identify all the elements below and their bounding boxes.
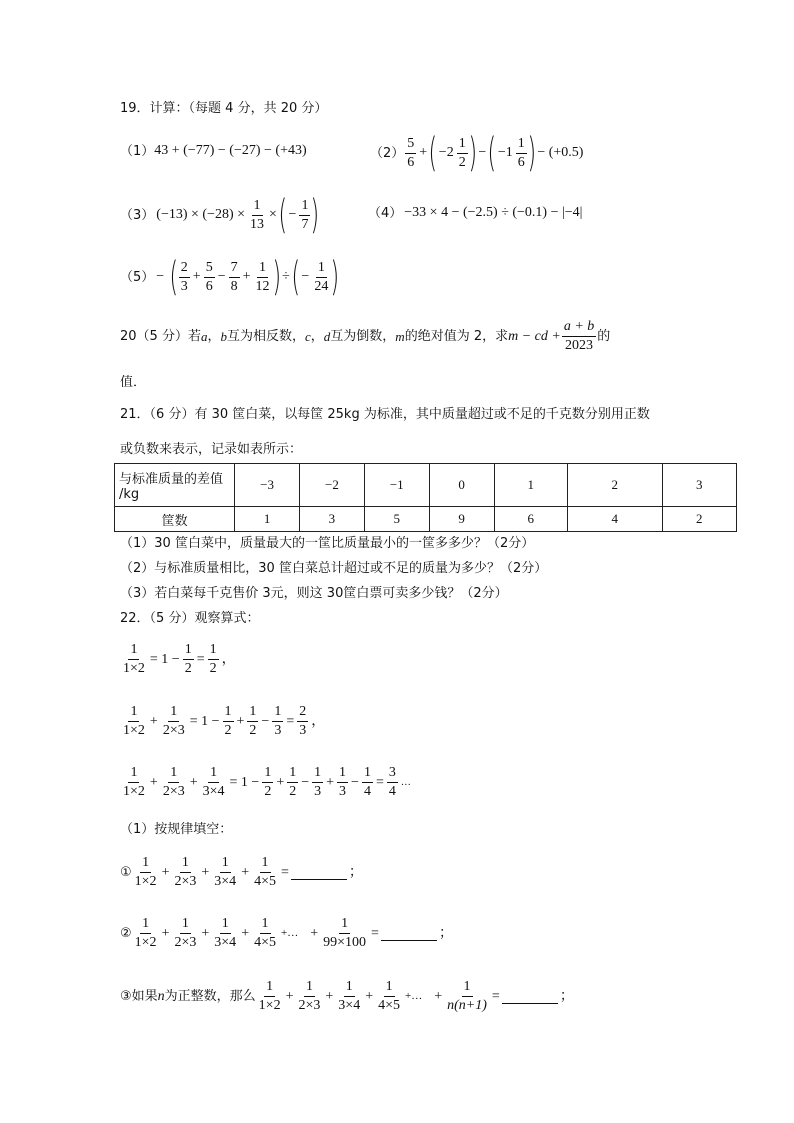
q20-line1: 20（5 分）若 a ， b 互为相反数， c ， d 互为倒数， m 的绝对值为 2，求 m − cd + $\frac{a + b}{2023}$ 的 xyxy=(120,319,611,353)
q19-p1-label: （1） xyxy=(120,143,155,159)
left-paren: ( xyxy=(169,254,179,300)
fraction: $\frac{1}{2}$ xyxy=(264,765,272,799)
left-paren: ( xyxy=(278,192,288,238)
answer-blank[interactable] xyxy=(291,865,347,880)
q21-line2: 或负数来表示，记录如表所示： xyxy=(120,442,303,457)
q22-equation-2: $\frac{1}{1\times 2}$ + $\frac{1}{2\times 3}$ = 1 − $\frac{1}{2}$ + $\frac{1}{2}$ − $\frac{1}{3}$ = $\frac{2}{3}$ ， xyxy=(123,704,326,738)
q22-title: 22．（5 分）观察算式： xyxy=(120,611,260,626)
fraction: $\frac{5}{6}$ xyxy=(205,259,213,294)
table-cell: 5 xyxy=(364,507,429,532)
right-paren: ) xyxy=(527,130,536,176)
q20-line2: 值． xyxy=(120,375,147,390)
q19-part5: （5） − ( $\frac{2}{3}$ + $\frac{5}{6}$ − $\frac{7}{8}$ + $\frac{1}{12}$ ) ÷ ( − $\frac{1}{24}$ ) xyxy=(120,254,340,300)
fraction: $\frac{1}{n(n+1)}$ xyxy=(447,979,487,1013)
fraction: $\frac{1}{3\times 4}$ xyxy=(214,916,237,950)
q19-part1 xyxy=(120,144,307,158)
fraction: $\frac{1}{1\times 2}$ xyxy=(123,704,145,738)
q21-sub2: （2）与标准质量相比，30 筐白菜总计超过或不足的质量为多少？（2分） xyxy=(120,561,548,576)
fraction: $\frac{1}{2\times 3}$ xyxy=(174,916,197,950)
fraction: $\frac{2}{3}$ xyxy=(299,704,307,738)
fraction: $\frac{1}{2}$ xyxy=(249,704,257,738)
fraction: $\frac{7}{8}$ xyxy=(230,259,238,294)
fraction: $\frac{1}{4\times 5}$ xyxy=(254,916,276,950)
fraction: $\frac{1}{12}$ xyxy=(255,259,270,294)
q19-title: 19．计算：（每题 4 分，共 20 分） xyxy=(120,101,328,116)
fraction: $\frac{1}{3}$ xyxy=(314,765,322,799)
fraction: $\frac{1}{2}$ xyxy=(289,765,297,799)
left-paren: ( xyxy=(428,130,438,176)
q21-sub1: （1）30 筐白菜中，质量最大的一筐比质量最小的一筐多多少？（2分） xyxy=(120,536,535,551)
q19-part2: （2） $\frac{5}{6}$ + ( −2 $\frac{1}{2}$ ) − ( −1 $\frac{1}{6}$ ) − (+0.5) xyxy=(370,130,584,176)
q21-sub3: （3）若白菜每千克售价 3元，则这 30筐白票可卖多少钱？（2分） xyxy=(120,586,508,601)
answer-blank[interactable] xyxy=(502,989,558,1004)
fraction: $\frac{1}{6}$ xyxy=(517,135,525,170)
right-paren: ) xyxy=(330,254,340,300)
table-cell: 9 xyxy=(429,507,494,532)
table-cell: −3 xyxy=(235,464,300,507)
q22-part1: （1）按规律填空： xyxy=(120,822,233,837)
fraction: $\frac{1}{2}$ xyxy=(209,642,217,676)
fraction: $\frac{1}{3\times 4}$ xyxy=(214,855,237,889)
fraction: $\frac{1}{3\times 4}$ xyxy=(338,979,361,1013)
table-cell: 1 xyxy=(494,464,567,507)
fraction: $\frac{1}{13}$ xyxy=(250,197,265,232)
table-cell: 3 xyxy=(662,464,737,507)
table-cell: −1 xyxy=(364,464,429,507)
fraction: $\frac{1}{24}$ xyxy=(314,259,329,294)
q22-fill-1: ① $\frac{1}{1\times 2}$ + $\frac{1}{2\times 3}$ + $\frac{1}{3\times 4}$ + $\frac{1}{4\times 5}$ = ； xyxy=(120,855,363,889)
table-header-cell: 筐数 xyxy=(115,507,235,532)
fraction: $\frac{1}{2\times 3}$ xyxy=(162,704,185,738)
table-cell: −2 xyxy=(299,464,364,507)
q19-p5-label: （5） xyxy=(120,269,155,285)
fraction: $\frac{1}{1\times 2}$ xyxy=(123,765,145,799)
q22-equation-3: $\frac{1}{1\times 2}$ + $\frac{1}{2\times 3}$ + $\frac{1}{3\times 4}$ = 1 − $\frac{1}{2}$ + $\frac{1}{2}$ − $\frac{1}{3}$ + $\frac{1}{3}$ − $\frac{1}{4}$ = $\frac{3}{4}$ … xyxy=(123,765,411,799)
fraction: $\frac{3}{4}$ xyxy=(388,765,396,799)
fraction: $\frac{2}{3}$ xyxy=(180,259,188,294)
q19-p4-label: （4） xyxy=(368,205,403,221)
q22-fill-2: ② $\frac{1}{1\times 2}$ + $\frac{1}{2\times 3}$ + $\frac{1}{3\times 4}$ + $\frac{1}{4\times 5}$ +… + $\frac{1}{99\times 100}$ = ； xyxy=(120,916,453,950)
right-paren: ) xyxy=(272,254,281,300)
q19-p3-label: （3） xyxy=(120,207,155,223)
q19-p4-expr: −33 × 4 − (−2.5) ÷ (−0.1) − |−4| xyxy=(404,205,583,220)
fraction: $\frac{1}{2}$ xyxy=(184,642,192,676)
q21-line1: 21．（6 分）有 30 筐白菜，以每筐 25kg 为标准，其中质量超过或不足的千克数分别用正数 xyxy=(120,407,650,422)
left-paren: ( xyxy=(291,254,300,300)
fraction: $\frac{1}{4\times 5}$ xyxy=(254,855,276,889)
q19-p2-label: （2） xyxy=(370,145,405,161)
table-header-cell: 与标准质量的差值 /kg xyxy=(115,464,235,507)
table-cell: 2 xyxy=(567,464,662,507)
fraction: $\frac{1}{2}$ xyxy=(458,135,466,170)
table-cell: 6 xyxy=(494,507,567,532)
fraction: $\frac{1}{4\times 5}$ xyxy=(378,979,401,1013)
table-cell: 1 xyxy=(235,507,300,532)
fraction: $\frac{1}{1\times 2}$ xyxy=(134,855,157,889)
fraction: $\frac{1}{3}$ xyxy=(339,765,347,799)
fraction: $\frac{1}{3}$ xyxy=(274,704,282,738)
left-paren: ( xyxy=(487,130,497,176)
fraction: $\frac{1}{1\times 2}$ xyxy=(134,916,157,950)
fraction: $\frac{1}{2}$ xyxy=(224,704,232,738)
fraction: $\frac{1}{1\times 2}$ xyxy=(258,979,281,1013)
q19-part4 xyxy=(368,206,585,220)
q19-part3: （3） (−13) × (−28) × $\frac{1}{13}$ × ( − $\frac{1}{7}$ ) xyxy=(120,192,320,238)
fraction: $\frac{1}{2\times 3}$ xyxy=(298,979,321,1013)
fraction: $\frac{1}{1\times 2}$ xyxy=(123,642,145,676)
fraction: $\frac{1}{99\times 100}$ xyxy=(323,916,367,950)
q19-p1-expr: 43 + (−77) − (−27) − (+43) xyxy=(154,143,307,158)
table-cell: 0 xyxy=(429,464,494,507)
answer-blank[interactable] xyxy=(381,926,437,941)
table-row xyxy=(115,464,737,507)
fraction: $\frac{1}{7}$ xyxy=(301,197,309,232)
q22-fill-3: ③如果 n 为正整数，那么 $\frac{1}{1\times 2}$ + $\frac{1}{2\times 3}$ + $\frac{1}{3\times 4}$ + $\frac{1}{4\times 5}$ +… + $\frac{1}{n(n+1)}$ = ； xyxy=(120,979,574,1013)
right-paren: ) xyxy=(468,130,477,176)
table-row xyxy=(115,507,737,532)
record-table xyxy=(114,463,737,532)
q22-equation-1: $\frac{1}{1\times 2}$ = 1 − $\frac{1}{2}$ = $\frac{1}{2}$ ， xyxy=(123,642,236,676)
table-cell: 4 xyxy=(567,507,662,532)
fraction: $\frac{1}{2\times 3}$ xyxy=(174,855,197,889)
fraction: $\frac{a + b}{2023}$ xyxy=(563,319,595,353)
table-cell: 3 xyxy=(299,507,364,532)
fraction: $\frac{1}{4}$ xyxy=(363,765,371,799)
fraction: $\frac{5}{6}$ xyxy=(407,135,415,170)
table-cell: 2 xyxy=(662,507,737,532)
fraction: $\frac{1}{2\times 3}$ xyxy=(162,765,185,799)
right-paren: ) xyxy=(310,192,320,238)
fraction: $\frac{1}{3\times 4}$ xyxy=(202,765,225,799)
